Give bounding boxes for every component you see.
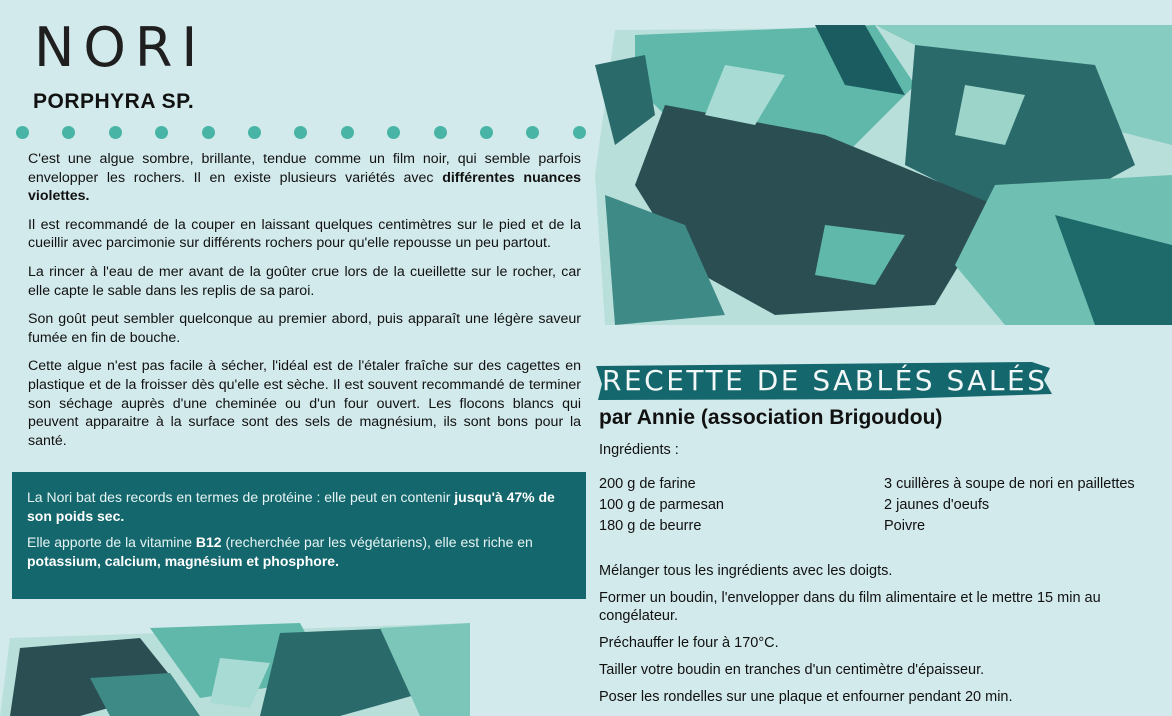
intro-paragraph-5: Cette algue n'est pas facile à sécher, l'idéal est de l'étaler fraîche sur des cagettes en plastique et de la froisser dès qu'elle est sèche. Il est souvent recommandé de terminer son séchage auprès d'une cheminée ou d'un four ouvert. Les flocons blancs qui peuvent apparaitre à la surface sont des sels de magnésium, ils sont bons pour la santé. bbox=[28, 358, 581, 449]
fact-protein: La Nori bat des records en termes de protéine : elle peut en contenir jusqu'à 47% de son poids sec. bbox=[27, 489, 555, 524]
recipe-step: Tailler votre boudin en tranches d'un centimètre d'épaisseur. bbox=[599, 662, 985, 678]
recipe-steps bbox=[599, 562, 1139, 715]
ingredients-label: Ingrédients : bbox=[599, 442, 679, 458]
intro-paragraph-1: C'est une algue sombre, brillante, tendue comme un film noir, qui semble parfois envelopper les rochers. Il en existe plusieurs variétés avec différentes nuances violettes. bbox=[28, 151, 581, 205]
ingredient-item: 180 g de beurre bbox=[599, 518, 702, 534]
ingredient-item: 3 cuillères à soupe de nori en paillettes bbox=[884, 476, 1135, 492]
seaweed-illustration-top bbox=[575, 25, 1172, 325]
ingredients-left-column bbox=[599, 474, 724, 537]
recipe-step: Préchauffer le four à 170°C. bbox=[599, 635, 779, 651]
recipe-author: par Annie (association Brigoudou) bbox=[599, 406, 943, 429]
ingredient-item: Poivre bbox=[884, 518, 926, 534]
intro-paragraph-3: La rincer à l'eau de mer avant de la goûter crue lors de la cueillette sur le rocher, car elle capte le sable dans les replis de sa paroi. bbox=[28, 263, 581, 299]
recipe-banner bbox=[592, 360, 1055, 402]
recipe-step: Former un boudin, l'envelopper dans du film alimentaire et le mettre 15 min au congélateur. bbox=[599, 590, 1101, 624]
recipe-title: RECETTE DE SABLÉS SALÉS bbox=[602, 364, 1048, 397]
ingredient-item: 100 g de parmesan bbox=[599, 497, 724, 513]
fact-vitamins: Elle apporte de la vitamine B12 (recherchée par les végétariens), elle est riche en potassium, calcium, magnésium et phosphore. bbox=[27, 534, 533, 569]
ingredient-item: 200 g de farine bbox=[599, 476, 696, 492]
ingredient-item: 2 jaunes d'oeufs bbox=[884, 497, 990, 513]
recipe-step: Mélanger tous les ingrédients avec les doigts. bbox=[599, 563, 893, 579]
nutrition-facts-box bbox=[12, 472, 586, 599]
intro-text bbox=[28, 150, 581, 460]
dot-divider bbox=[16, 126, 586, 139]
species-subtitle: PORPHYRA SP. bbox=[33, 90, 195, 113]
recipe-step: Poser les rondelles sur une plaque et enfourner pendant 20 min. bbox=[599, 689, 1013, 705]
seaweed-illustration-bottom bbox=[0, 618, 470, 716]
ingredients-right-column bbox=[884, 474, 1135, 537]
intro-paragraph-2: Il est recommandé de la couper en laissant quelques centimètres sur le pied et de la cueillir avec parcimonie sur différents rochers pour qu'elle repousse un peu partout. bbox=[28, 216, 581, 252]
intro-paragraph-4: Son goût peut sembler quelconque au premier abord, puis apparaît une légère saveur fumée en fin de bouche. bbox=[28, 311, 581, 346]
page-title: NORI bbox=[34, 16, 207, 79]
